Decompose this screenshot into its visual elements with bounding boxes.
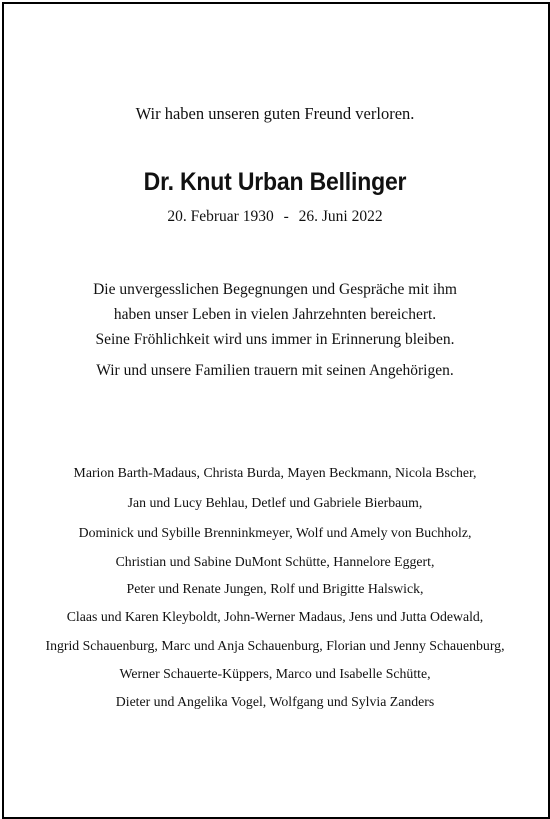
text-line-3: Seine Fröhlichkeit wird uns immer in Erinnerung bleiben.: [95, 331, 455, 348]
death-date: 26. Juni 2022: [298, 208, 383, 225]
date-separator: -: [283, 208, 289, 225]
intro-line: Wir haben unseren guten Freund verloren.: [135, 104, 415, 123]
mourner-line-1: Marion Barth-Madaus, Christa Burda, Mayen Beckmann, Nicola Bscher,: [73, 465, 477, 480]
mourner-line-7: Ingrid Schauenburg, Marc und Anja Schauenburg, Florian und Jenny Schauenburg,: [45, 638, 505, 653]
mourner-line-2: Jan und Lucy Behlau, Detlef und Gabriele Bierbaum,: [127, 495, 423, 510]
text-line-4: Wir und unsere Familien trauern mit seinen Angehörigen.: [96, 362, 454, 379]
life-dates: [0, 208, 550, 226]
text-line-2: haben unser Leben in vielen Jahrzehnten bereichert.: [113, 306, 437, 323]
mourner-line-9: Dieter und Angelika Vogel, Wolfgang und Sylvia Zanders: [115, 694, 435, 709]
deceased-name: Dr. Knut Urban Bellinger: [143, 168, 407, 196]
birth-date: 20. Februar 1930: [167, 208, 274, 225]
mourner-line-5: Peter und Renate Jungen, Rolf und Brigitte Halswick,: [126, 581, 424, 596]
mourner-line-3: Dominick und Sybille Brenninkmeyer, Wolf und Amely von Buchholz,: [78, 525, 472, 540]
mourner-line-6: Claas und Karen Kleyboldt, John-Werner Madaus, Jens und Jutta Odewald,: [66, 609, 484, 624]
mourner-line-8: Werner Schauerte-Küppers, Marco und Isabelle Schütte,: [119, 666, 431, 681]
mourner-line-4: Christian und Sabine DuMont Schütte, Hannelore Eggert,: [115, 554, 435, 569]
text-line-1: Die unvergesslichen Begegnungen und Gespräche mit ihm: [93, 281, 457, 298]
